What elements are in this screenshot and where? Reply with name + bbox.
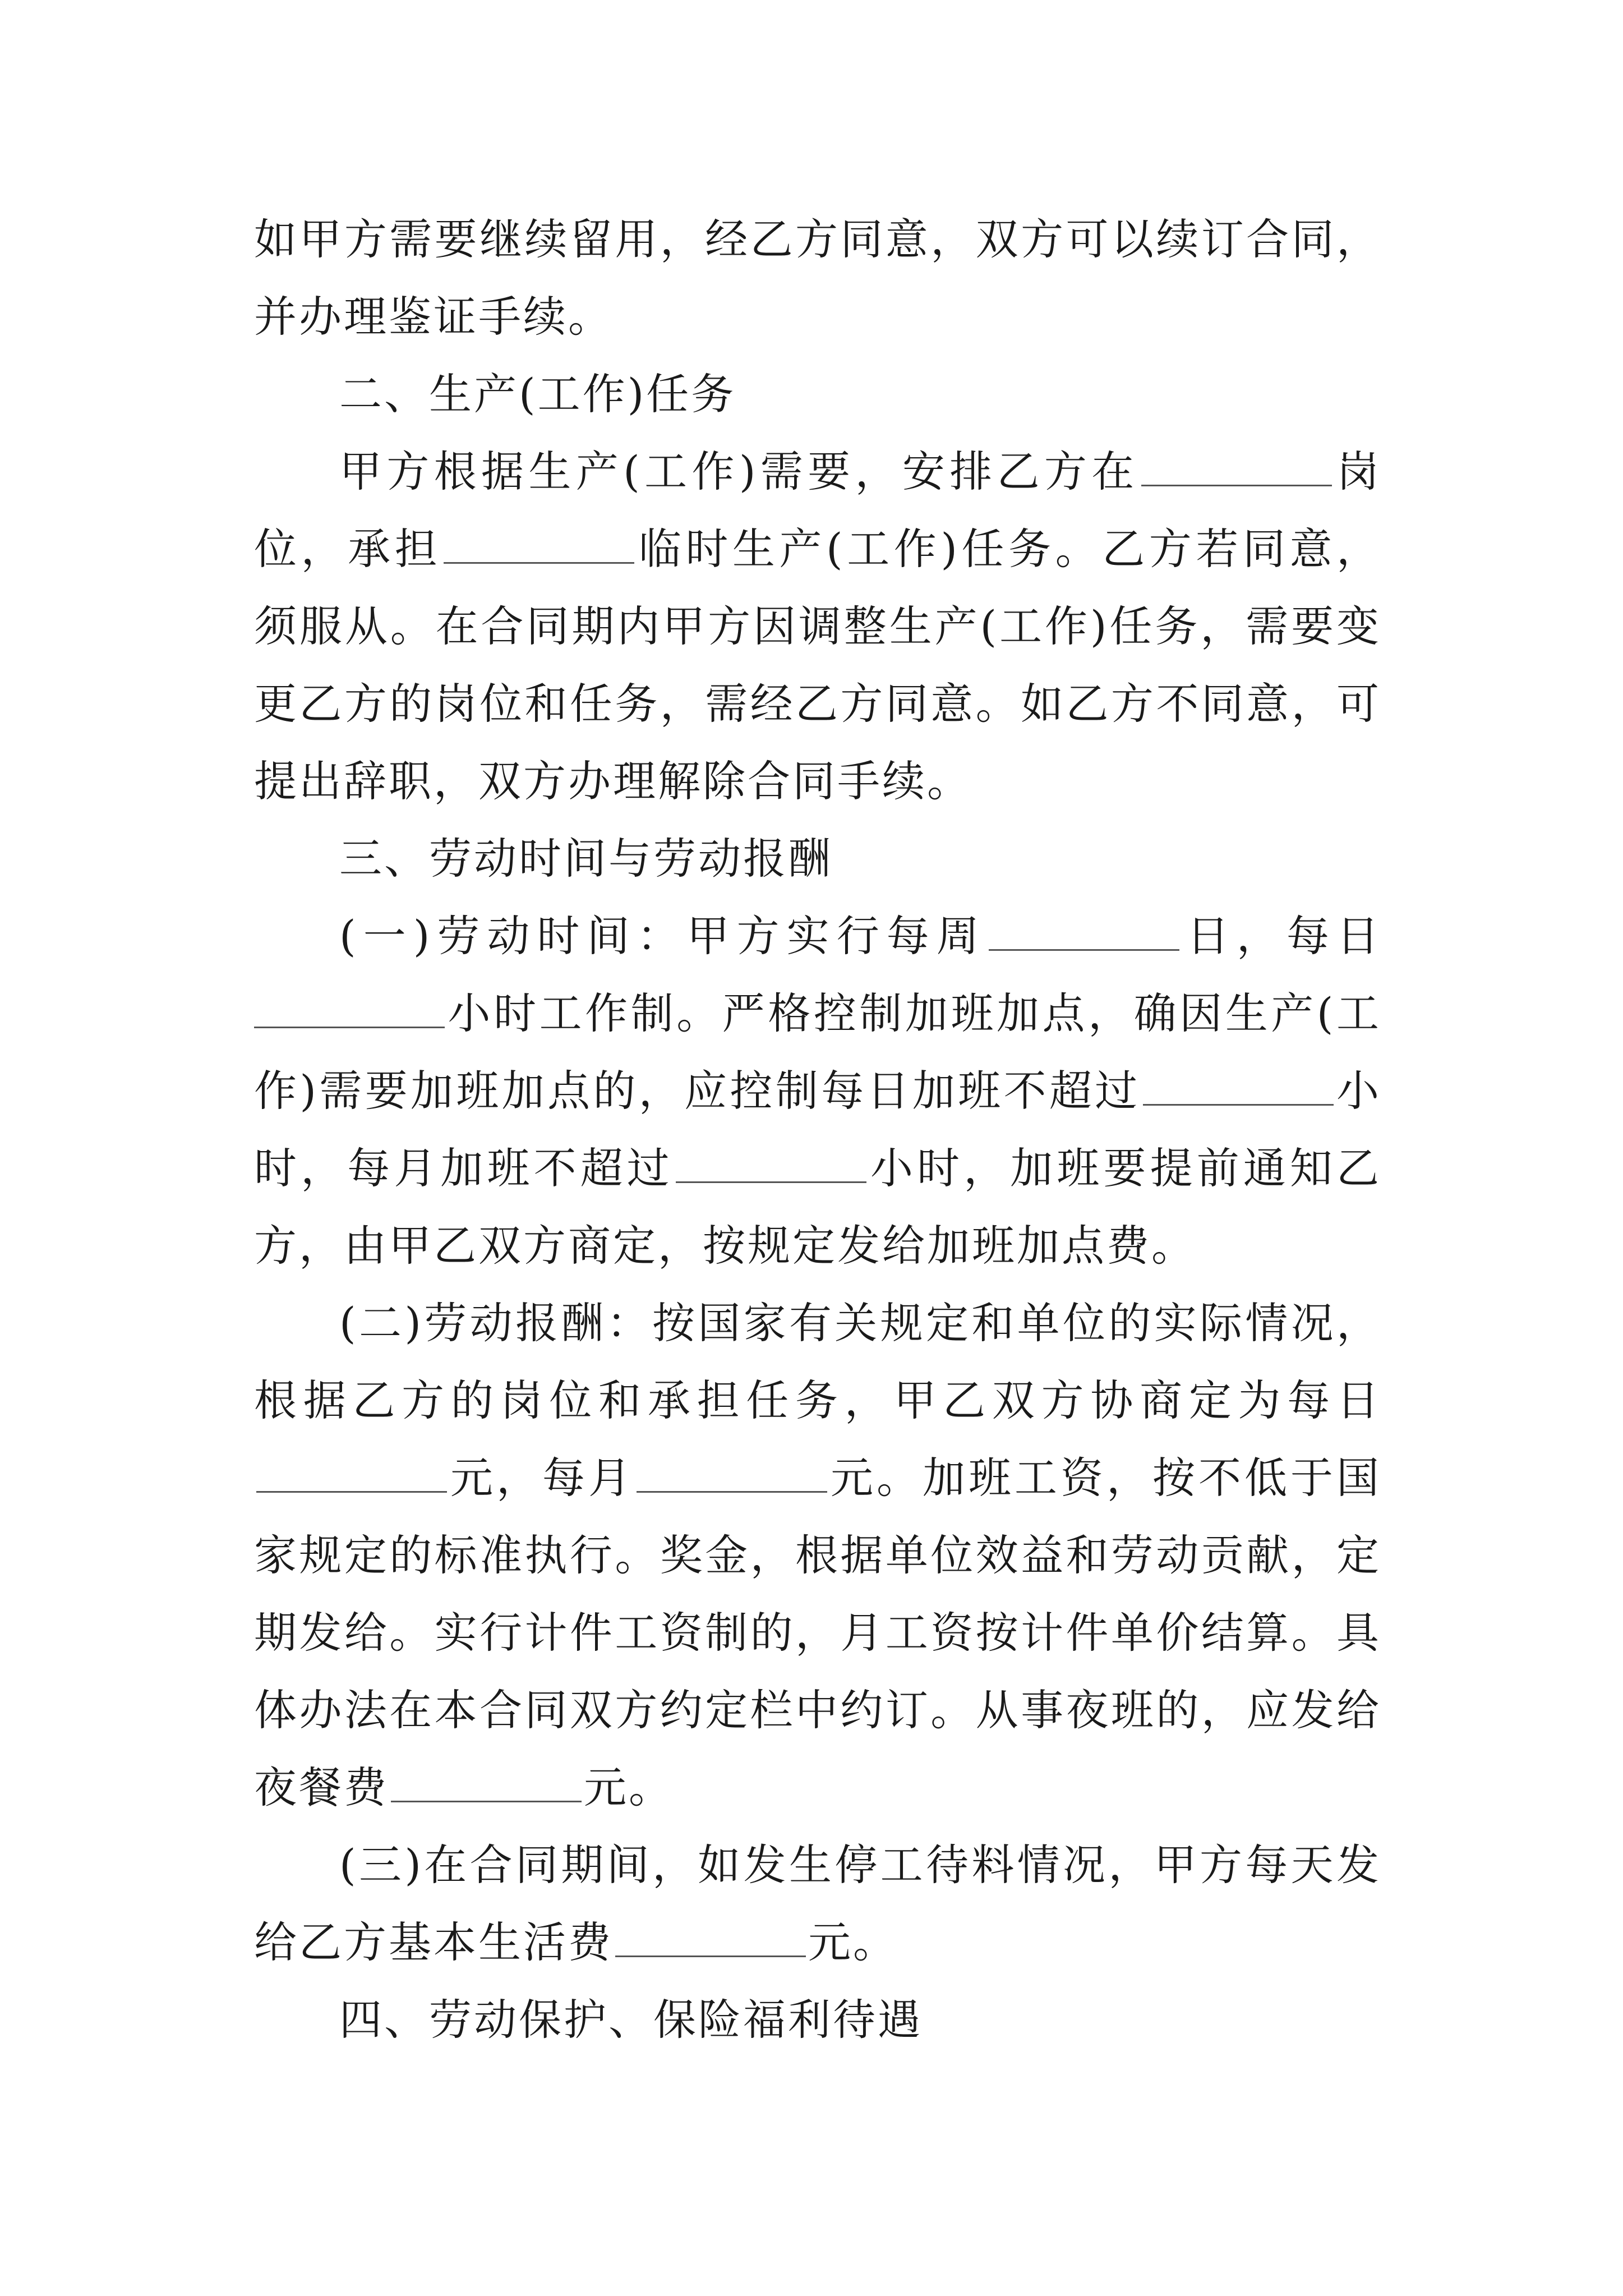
daily-wage-blank[interactable]	[256, 1448, 447, 1493]
text: 岗位，承担	[254, 447, 1381, 574]
text: 元。	[808, 1917, 898, 1967]
heading-working-hours-pay: 三、劳动时间与劳动报酬	[339, 834, 833, 884]
monthly-overtime-blank[interactable]	[676, 1139, 866, 1183]
text: 小时，加班要提前通知乙方，由甲乙双方商定，按规定发给加班加点费。	[254, 1143, 1382, 1271]
night-meal-fee-blank[interactable]	[391, 1758, 582, 1802]
text: 甲方根据生产(工作)需要，安排乙方在	[339, 447, 1139, 496]
monthly-wage-blank[interactable]	[637, 1448, 827, 1493]
text: 临时生产(工作)任务。乙方若同意，须服从。在合同期内甲方因调整生产(工作)任务，需要变更乙方的岗位和任务，需经乙方同意。如乙方不同意，可提出辞职，双方办理解除合同手续。	[254, 524, 1381, 806]
position-blank[interactable]	[1141, 442, 1332, 486]
text: (二)劳动报酬：按国家有关规定和单位的实际情况，根据乙方的岗位和承担任务，甲乙双方协商定为每日	[254, 1298, 1381, 1425]
contract-body	[254, 201, 1381, 2059]
text: 元。加班工资，按不低于国家规定的标准执行。奖金，根据单位效益和劳动贡献，定期发给。实行计件工资制的，月工资按计件单价结算。具体办法在本合同双方约定栏中约订。从事夜班的，应发给夜餐费	[254, 1453, 1381, 1812]
paragraph-work-stoppage	[254, 1826, 1381, 1981]
text: (三)在合同期间，如发生停工待料情况，甲方每天发给乙方基本生活费	[254, 1840, 1381, 1967]
text: 小时工作制。严格控制加班加点，确因生产(工作)需要加班加点的，应控制每日加班不超过	[254, 988, 1381, 1116]
text: 元，每月	[449, 1453, 634, 1503]
task-blank[interactable]	[444, 519, 634, 564]
text: 如甲方需要继续留用，经乙方同意，双方可以续订合同，并办理鉴证手续。	[254, 214, 1381, 342]
paragraph-renewal	[254, 201, 1381, 356]
text: (一)劳动时间：甲方实行每周	[339, 911, 986, 961]
text: 小时，每月加班不超过	[254, 1066, 1382, 1193]
paragraph-production-tasks	[254, 433, 1381, 820]
heading-labor-protection: 四、劳动保护、保险福利待遇	[339, 1995, 923, 2045]
living-allowance-blank[interactable]	[615, 1913, 806, 1957]
text: 元。	[584, 1763, 674, 1812]
days-per-week-blank[interactable]	[989, 907, 1179, 951]
paragraph-remuneration	[254, 1285, 1381, 1826]
text: 日，每日	[1181, 911, 1381, 961]
daily-overtime-blank[interactable]	[1143, 1061, 1334, 1106]
hours-per-day-blank[interactable]	[254, 984, 445, 1028]
paragraph-working-hours	[254, 898, 1381, 1285]
heading-production-tasks: 二、生产(工作)任务	[339, 369, 736, 419]
